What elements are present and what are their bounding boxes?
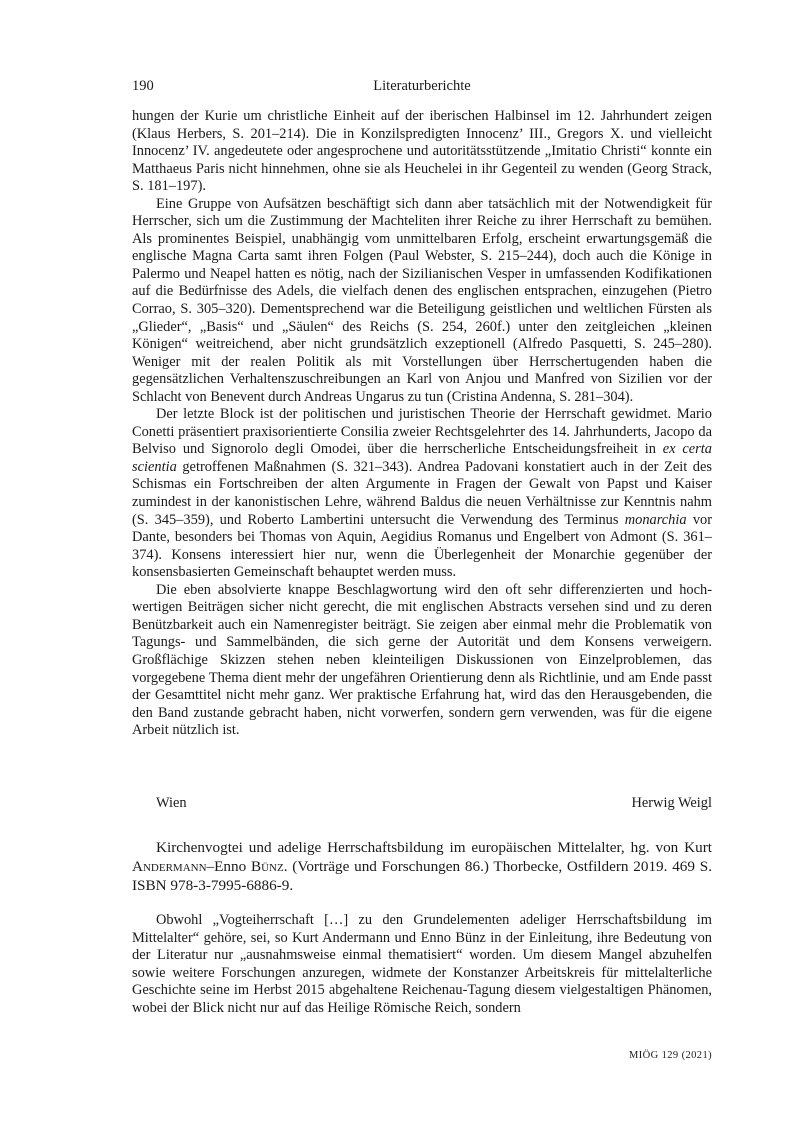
paragraph-1: hungen der Kurie um christliche Einheit auf der iberischen Halbinsel im 12. Jahrhundert zeigen (Klaus Herbers, S. 201–214). Die in Konzilspredigten Innocenz’ III., Gregors X. und vielleicht Innocenz’ IV. angedeutete oder angesprochene und autoritätsstützende „Imitatio Christi“ konnte ein Matthaeus Paris nicht hinnehmen, ohne sie als Heuchelei in ihr Gegenteil zu wenden (Georg Strack, S. 181–197). [132,108,712,195]
editor-1: Andermann [132,858,207,876]
running-head: Literaturberichte [373,78,471,94]
new-review-body [132,912,712,1017]
review-body [132,108,712,740]
latin-phrase: ex certa scientia [132,441,712,475]
paragraph-4: Die eben absolvierte knappe Beschlagwortung wird den oft sehr differenzierten und hochwertigen Beiträgen sicher nicht gerecht, die mit englischen Abstracts versehen sind und zu deren Benützbarkeit auch ein Namenregister beiträgt. Sie zeigen aber einmal mehr die Problematik von Tagungs- und Sammelbänden, die sich gerne der Autorität und dem Konsens verweigern. Großflächige Skizzen stehen neben kleinteiligen Diskussionen von Einzelproblemen, das vorgegebene Thema dient mehr der ungefähren Orientierung denn als Richtlinie, und am Ende passt der Gesamttitel nicht mehr ganz. Wer praktische Erfahrung hat, wird das den Herausgebenden, die den Band zustande gebracht haben, nicht vorwerfen, sondern gern verwenden, was für die eigene Arbeit nützlich ist. [132,581,712,739]
signature-author: Herwig Weigl [631,795,712,811]
paragraph-3-text-a: Der letzte Block ist der politischen und juristischen Theorie der Herrschaft gewidmet. Mario Conetti präsentiert praxisorientierte Consilia zweier Rechtsgelehrter des 14. Jahrhunderts, Jacopo da Belviso und Signorolo degli Omodei, über die herrscherliche Entscheidungsfreiheit in [132,406,712,458]
editor-separator: –Enno [206,858,251,876]
book-citation-text [132,838,712,896]
paragraph-3-text-c: vor Dante, besonders bei Thomas von Aquin, Aegidius Romanus und Engelbert von Admont (S. 361–374). Konsens interessiert hier nur, wenn die Überlegenheit der Monarchie gegenüber der konsensbasierten Gemeinschaft behauptet werden muss. [132,511,713,581]
page-number: 190 [132,78,154,94]
review-signature [156,795,712,813]
paragraph-3 [132,406,712,581]
editor-2: Bünz [250,858,284,876]
paragraph-2: Eine Gruppe von Aufsätzen beschäftigt sich dann aber tatsächlich mit der Notwendigkeit für Herrscher, sich um die Zustimmung der Machteliten ihrer Reiche zu ihrer Herrschaft zu bemühen. Als prominentes Beispiel, unabhängig vom unmittelbaren Erfolg, erscheint erwartungsgemäß die englische Magna Carta samt ihren Folgen (Paul Webster, S. 215–244), doch auch die Könige in Palermo und Neapel hatten es nötig, nach der Sizilianischen Vesper in umfassenden Kodifikationen auf die Bedürfnisse des Adels, die vielfach denen des englischen entsprachen, einzugehen (Pietro Corrao, S. 305–320). Dementsprechend war die Beteiligung geistlichen und weltlichen Fürsten als „Glieder“, „Basis“ und „Säulen“ des Reichs (S. 254, 260f.) unter den zeitgleichen „kleinen Königen“ weitreichend, aber nicht grundsätzlich exzeptionell (Alfredo Pasquetti, S. 245–280). Weniger mit der realen Politik als mit Vorstellungen über Herrschertugenden haben die gegensätzlichen Verhaltenszuschreibungen an Karl von Anjou und Manfred von Sizilien vor der Schlacht von Benevent durch Andreas Ungarus zu tun (Cristina Andenna, S. 281–304). [132,195,712,405]
term-monarchia: monarchia [624,511,687,528]
book-publication-details: . (Vorträge und Forschungen 86.) Thorbecke, Ostfildern 2019. 469 S. ISBN 978-3-7995-6886-9. [132,858,712,895]
book-citation [132,838,712,896]
journal-footer: MIÖG 129 (2021) [629,1050,712,1061]
new-review-paragraph-1: Obwohl „Vogteiherrschaft […] zu den Grundelementen adeliger Herrschaftsbildung im Mittelalter“ gehöre, sei, so Kurt Andermann und Enno Bünz in der Einleitung, ihre Bedeutung von der Literatur nur „ausnahmsweise einmal thematisiert“ worden. Um diesem Mangel abzuhelfen sowie weitere Forschungen anzuregen, widmete der Konstanzer Arbeitskreis für mittelalterliche Geschichte seine im Herbst 2015 abgehaltene Reichenau-Tagung diesem vielgestaltigen Phänomen, wobei der Blick nicht nur auf das Heilige Römische Reich, sondern [132,912,712,1016]
book-title: Kirchenvogtei und adelige Herrschaftsbildung im europäischen Mittelalter, hg. von Kurt [156,839,712,856]
page-header [132,78,712,98]
paragraph-3-text-b: getroffenen Maßnahmen (S. 321–343). Andrea Padovani konstatiert auch in der Zeit des Schismas ein Fortschreiben der alten Argumente in Fragen der Gewalt von Papst und Kaiser zumindest in der kanonistischen Lehre, während Baldus die neuen Verhältnisse zur Kenntnis nahm (S. 345–359), und Roberto Lambertini untersucht die Verwendung des Terminus [132,458,712,528]
signature-place: Wien [156,795,187,811]
